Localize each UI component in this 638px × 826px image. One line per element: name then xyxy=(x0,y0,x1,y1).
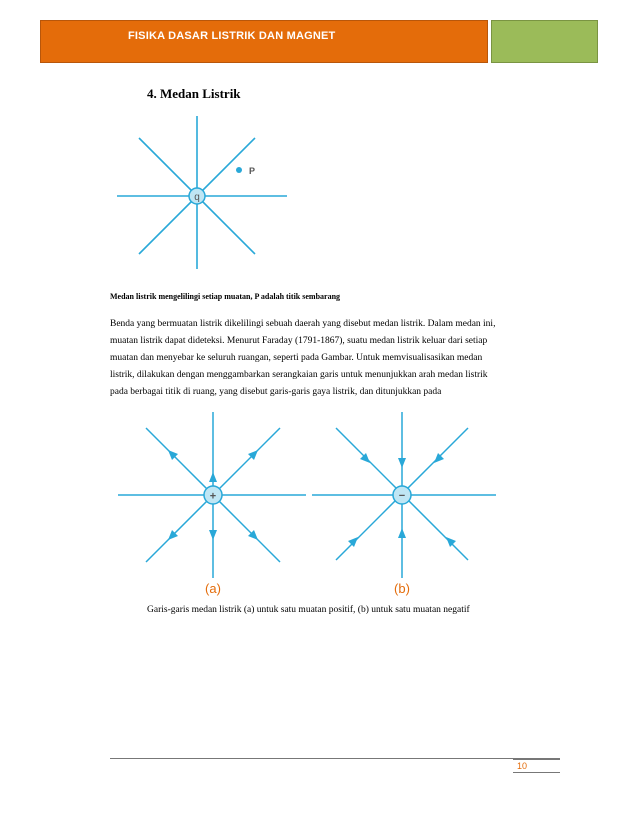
body-paragraph xyxy=(110,316,550,401)
arrow-head xyxy=(398,458,406,468)
arrow-head xyxy=(209,530,217,540)
footer-divider xyxy=(110,758,560,759)
header-accent-box xyxy=(491,20,598,63)
field-lines-figure xyxy=(113,112,289,274)
paragraph-line: muatan dan menyebar ke seluruh ruangan, seperti pada Gambar. Untuk memvisualisasikan medan xyxy=(110,353,483,363)
arrow-head xyxy=(209,472,217,482)
point-p-label: P xyxy=(249,166,256,176)
point-p-dot xyxy=(236,167,242,173)
header-title: FISIKA DASAR LISTRIK DAN MAGNET xyxy=(128,30,336,42)
paragraph-line: listrik, dilakukan dengan menggambarkan serangkaian garis untuk menunjukkan arah medan listrik xyxy=(110,370,488,380)
label-a: (a) xyxy=(205,581,221,596)
paragraph-line: muatan listrik dapat dideteksi. Menurut Faraday (1791-1867), suatu medan listrik keluar dari setiap xyxy=(110,336,488,346)
page-number-box xyxy=(513,759,560,773)
arrow-head xyxy=(398,528,406,538)
charge-label: q xyxy=(194,192,200,203)
positive-sign: + xyxy=(209,490,217,503)
figure2-caption: Garis-garis medan listrik (a) untuk satu muatan positif, (b) untuk satu muatan negatif xyxy=(147,605,470,615)
page-number: 10 xyxy=(517,761,528,771)
section-heading: 4. Medan Listrik xyxy=(147,86,241,101)
figure1-caption: Medan listrik mengelilingi setiap muatan, P adalah titik sembarang xyxy=(110,292,341,301)
paragraph-line: pada berbagai titik di ruang, yang disebut garis-garis gaya listrik, dan ditunjukkan pada xyxy=(110,387,442,397)
negative-sign: − xyxy=(398,490,406,502)
paragraph-line: Benda yang bermuatan listrik dikelilingi sebuah daerah yang disebut medan listrik. Dalam medan ini, xyxy=(110,319,496,329)
label-b: (b) xyxy=(394,581,410,596)
field-lines-comparison-figure xyxy=(112,410,552,605)
